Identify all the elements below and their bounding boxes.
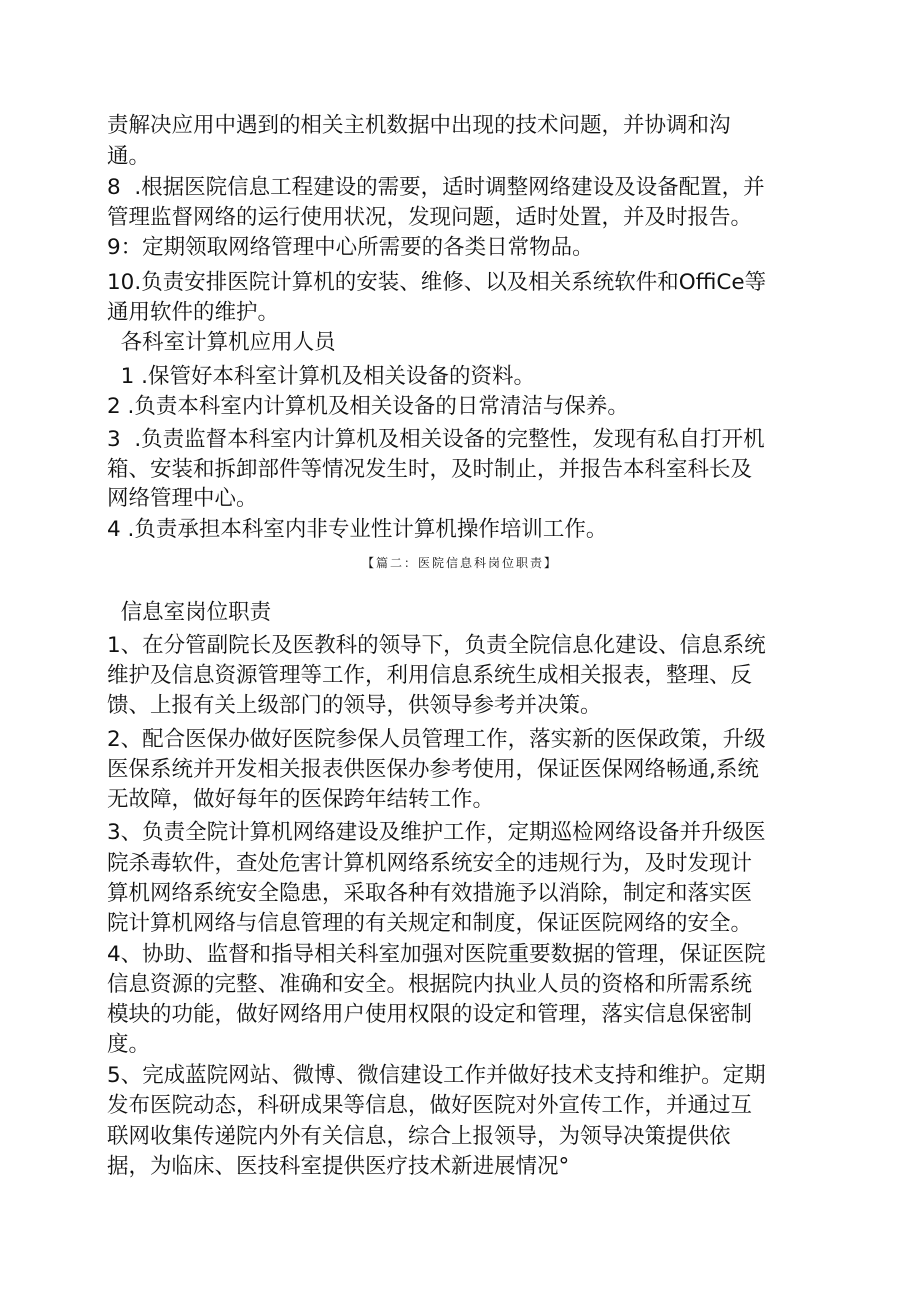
text-line: 院计算机网络与信息管理的有关规定和制度，保证医院网络的安全。	[107, 911, 753, 936]
text-line: 各科室计算机应用人员	[107, 330, 336, 355]
text-line: 信息资源的完整、准确和安全。根据院内执业人员的资格和所需系统	[107, 972, 753, 997]
text-line: 算机网络系统安全隐患，采取各种有效措施予以消除，制定和落实医	[107, 881, 753, 906]
section-heading: 【篇二：医院信息科岗位职责】	[361, 556, 558, 570]
text-line: 2、配合医保办做好医院参保人员管理工作，落实新的医保政策，升级	[107, 727, 766, 752]
text-line: 联网收集传递院内外有关信息，综合上报领导，为领导决策提供依	[107, 1124, 731, 1149]
text-line: 医保系统并开发相关报表供医保办参考使用，保证医保网络畅通,系统	[107, 757, 759, 782]
text-line: 无故障，做好每年的医保跨年结转工作。	[107, 787, 495, 812]
text-line: 4 .负责承担本科室内非专业性计算机操作培训工作。	[107, 517, 608, 542]
text-line: 2 .负责本科室内计算机及相关设备的日常清洁与保养。	[107, 394, 629, 419]
text-line: 箱、安装和拆卸部件等情况发生时，及时制止，并报告本科室科长及	[107, 457, 753, 482]
text-line: 5、完成蓝院网站、微博、微信建设工作并做好技术支持和维护。定期	[107, 1063, 766, 1088]
text-line: 模块的功能，做好网络用户使用权限的设定和管理，落实信息保密制	[107, 1002, 753, 1027]
text-line: 4、协助、监督和指导相关科室加强对医院重要数据的管理，保证医院	[107, 942, 766, 967]
text-line: 维护及信息资源管理等工作，利用信息系统生成相关报表，整理、反	[107, 663, 753, 688]
text-line: 3、负责全院计算机网络建设及维护工作，定期巡检网络设备并升级医	[107, 820, 766, 845]
text-line: 1、在分管副院长及医教科的领导下，负责全院信息化建设、信息系统	[107, 633, 766, 658]
text-line: 8 .根据医院信息工程建设的需要，适时调整网络建设及设备配置，并	[107, 175, 765, 200]
text-line: 9：定期领取网络管理中心所需要的各类日常物品。	[107, 235, 594, 260]
text-line: 通。	[107, 144, 151, 169]
text-line: 责解决应用中遇到的相关主机数据中出现的技术问题，并协调和沟	[107, 113, 731, 138]
text-line: 信息室岗位职责	[107, 600, 272, 625]
text-line: 1 .保管好本科室计算机及相关设备的资料。	[107, 364, 536, 389]
text-line: 馈、上报有关上级部门的领导，供领导参考并决策。	[107, 693, 602, 718]
text-line: 管理监督网络的运行使用状况，发现问题，适时处置，并及时报告。	[107, 205, 753, 230]
text-line: 度。	[107, 1032, 151, 1057]
text-line: 据，为临床、医技科室提供医疗技术新进展情况°	[107, 1154, 570, 1179]
text-line: 通用软件的维护。	[107, 300, 280, 325]
text-line: 3 .负责监督本科室内计算机及相关设备的完整性，发现有私自打开机	[107, 427, 765, 452]
text-line: 网络管理中心。	[107, 486, 258, 511]
text-line: 院杀毒软件，查处危害计算机网络系统安全的违规行为，及时发现计	[107, 851, 753, 876]
text-line: 发布医院动态，科研成果等信息，做好医院对外宣传工作，并通过互	[107, 1093, 753, 1118]
text-line: 10.负责安排医院计算机的安装、维修、以及相关系统软件和OffiCe等	[107, 270, 767, 295]
